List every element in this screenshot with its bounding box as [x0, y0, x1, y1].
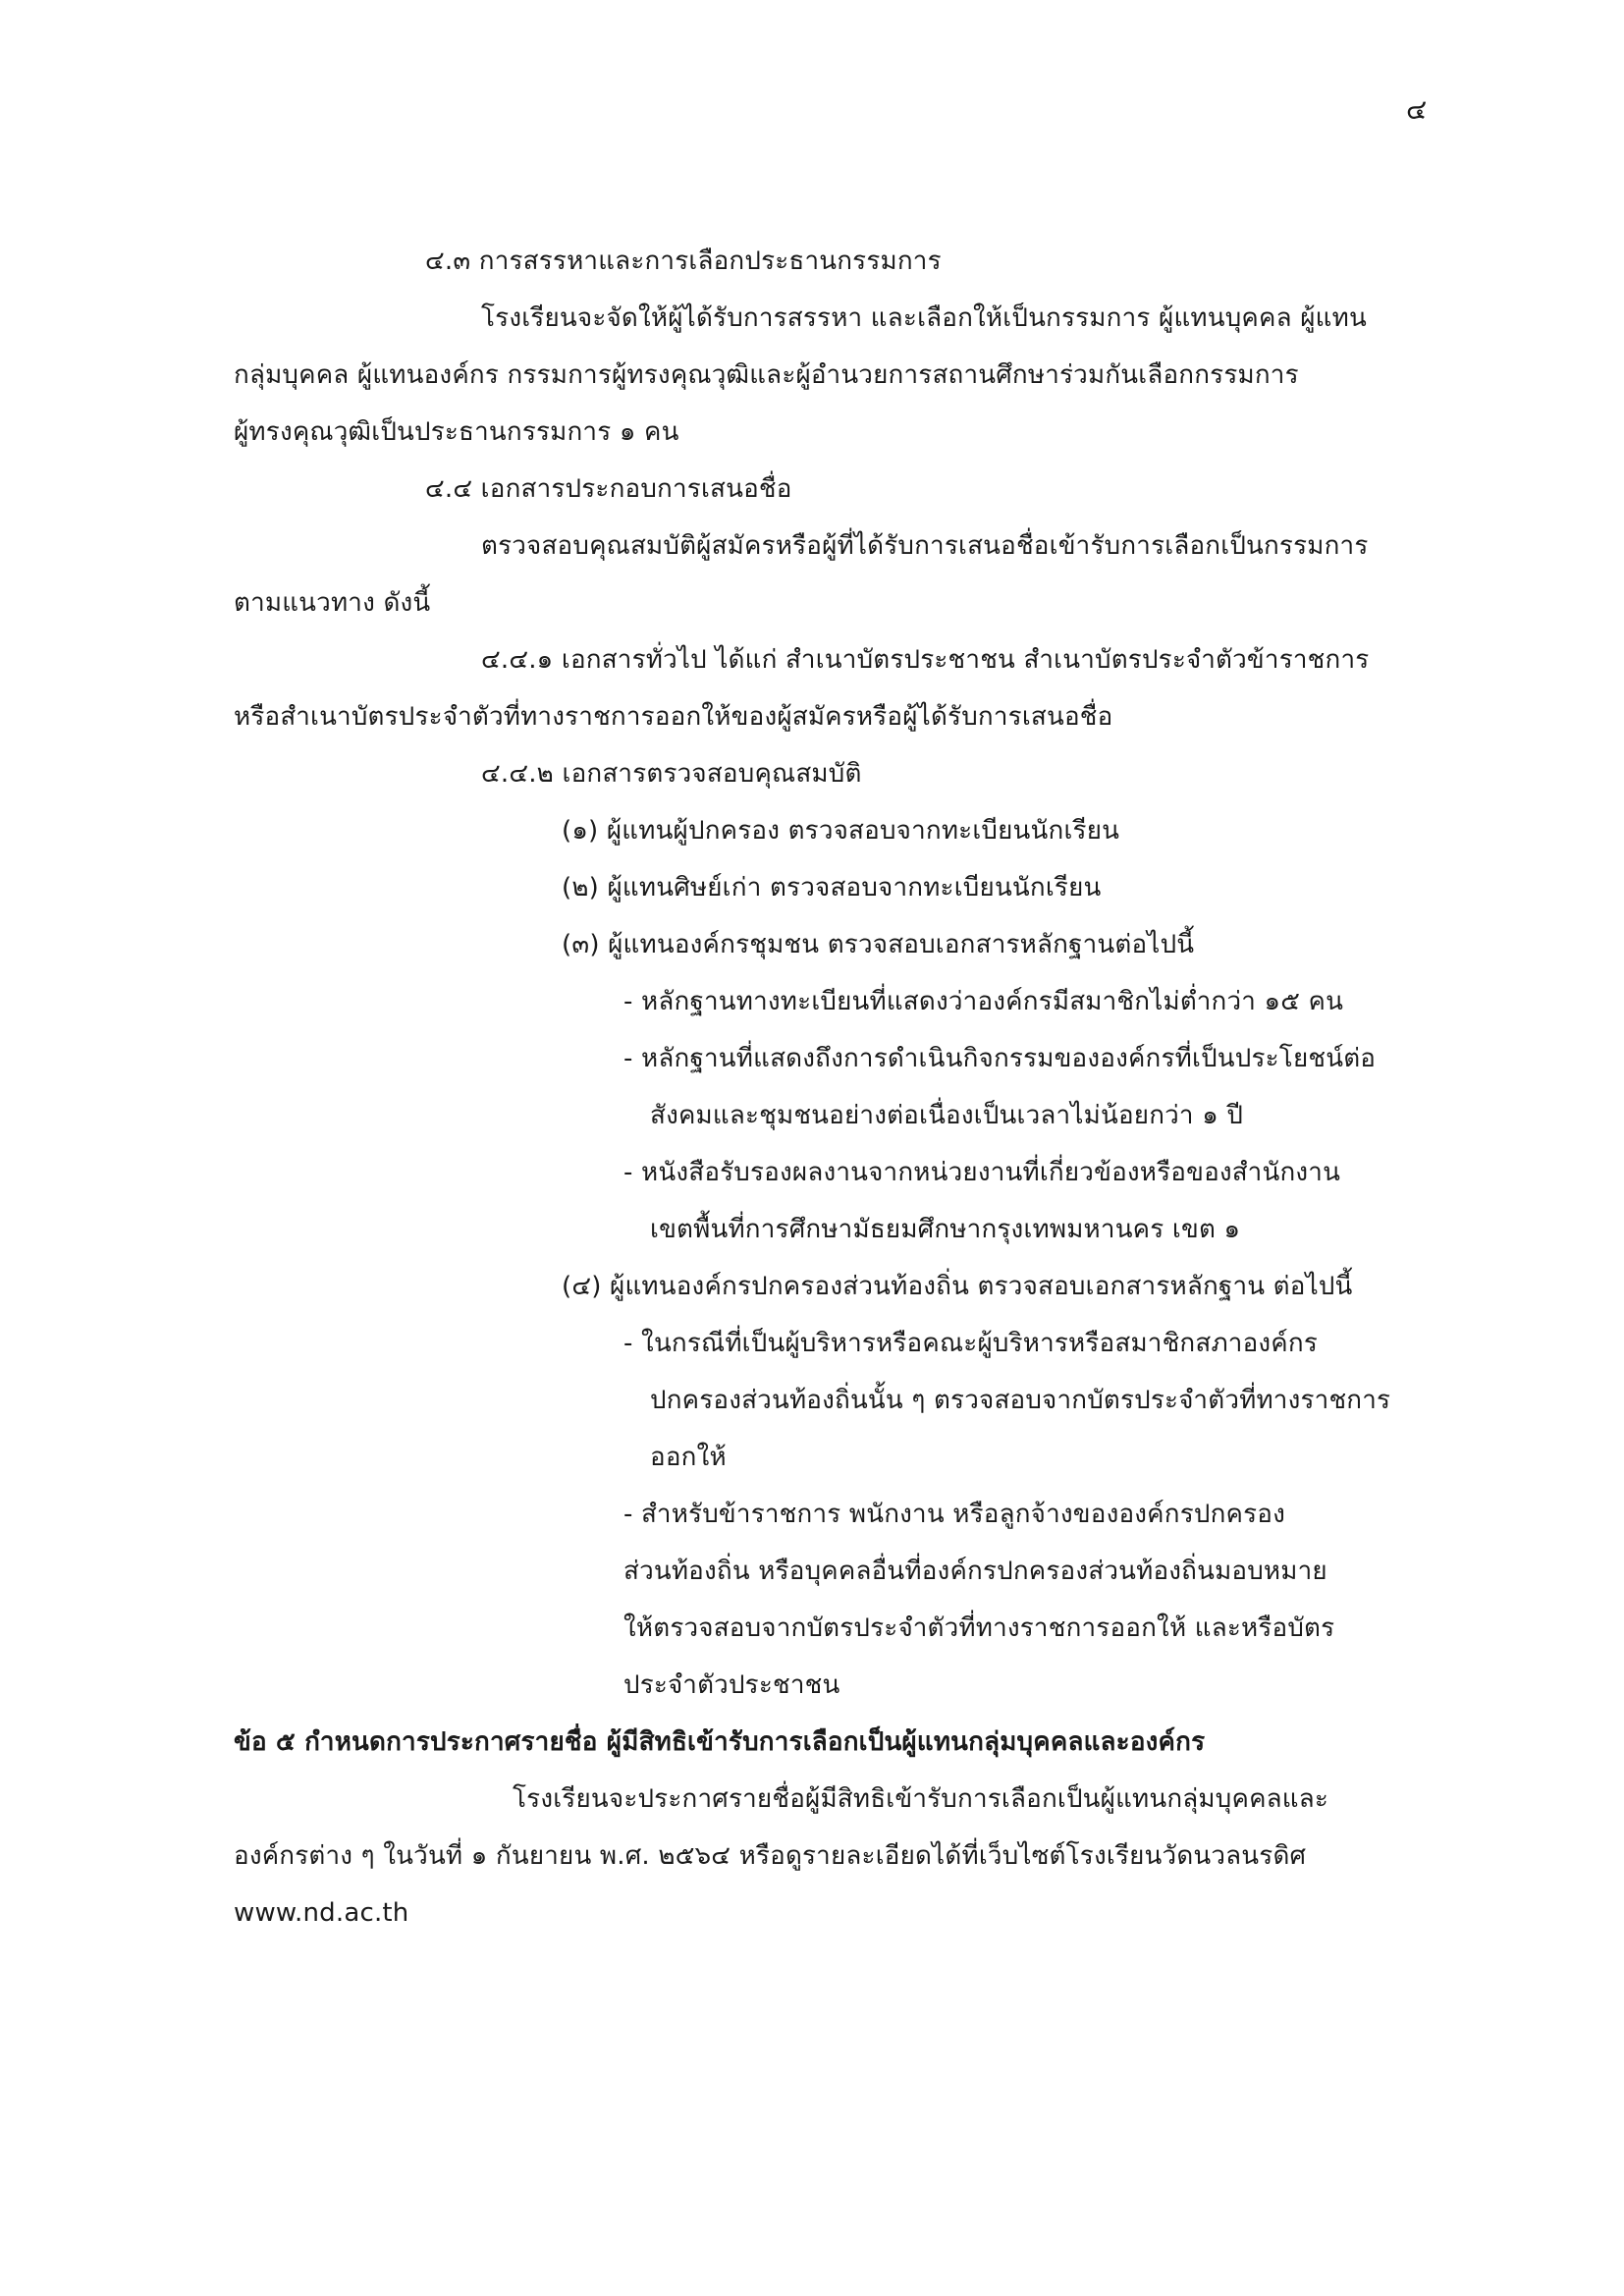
- section-4-3-line-3: ผู้ทรงคุณวุฒิเป็นประธานกรรมการ ๑ คน: [234, 417, 679, 447]
- item-4-bullet-2-line-3: ให้ตรวจสอบจากบัตรประจำตัวที่ทางราชการออกให้ และหรือบัตร: [623, 1613, 1335, 1643]
- item-4-bullet-1-line-3: ออกให้: [650, 1443, 727, 1472]
- item-4-bullet-1-line-1: - ในกรณีที่เป็นผู้บริหารหรือคณะผู้บริหารหรือสมาชิกสภาองค์กร: [623, 1329, 1318, 1358]
- item-3-bullet-3-line-2: เขตพื้นที่การศึกษามัธยมศึกษากรุงเทพมหานคร เขต ๑: [650, 1215, 1241, 1244]
- item-3-bullet-2-line-1: - หลักฐานที่แสดงถึงการดำเนินกิจกรรมขององค์กรที่เป็นประโยชน์ต่อ: [623, 1044, 1377, 1073]
- section-4-3-line-1: โรงเรียนจะจัดให้ผู้ได้รับการสรรหา และเลือกให้เป็นกรรมการ ผู้แทนบุคคล ผู้แทน: [481, 303, 1367, 333]
- website-url: www.nd.ac.th: [234, 1898, 409, 1928]
- section-5-line-2: องค์กรต่าง ๆ ในวันที่ ๑ กันยายน พ.ศ. ๒๕๖๔ หรือดูรายละเอียดได้ที่เว็บไซต์โรงเรียนวัดนวลนรดิศ: [234, 1841, 1307, 1871]
- section-5-line-1: โรงเรียนจะประกาศรายชื่อผู้มีสิทธิเข้ารับการเลือกเป็นผู้แทนกลุ่มบุคคลและ: [513, 1784, 1329, 1814]
- item-2: (๒) ผู้แทนศิษย์เก่า ตรวจสอบจากทะเบียนนักเรียน: [562, 873, 1102, 902]
- sub-4-4-1-line-2: หรือสำเนาบัตรประจำตัวที่ทางราชการออกให้ของผู้สมัครหรือผู้ได้รับการเสนอชื่อ: [234, 702, 1113, 732]
- section-4-4-line-2: ตามแนวทาง ดังนี้: [234, 588, 431, 618]
- section-4-3-heading: ๔.๓ การสรรหาและการเลือกประธานกรรมการ: [425, 246, 942, 276]
- section-5-heading: ข้อ ๕ กำหนดการประกาศรายชื่อ ผู้มีสิทธิเข้ารับการเลือกเป็นผู้แทนกลุ่มบุคคลและองค์กร: [234, 1727, 1206, 1757]
- item-4-bullet-1-line-2: ปกครองส่วนท้องถิ่นนั้น ๆ ตรวจสอบจากบัตรประจำตัวที่ทางราชการ: [650, 1386, 1391, 1415]
- page-number: ๔: [1406, 93, 1428, 126]
- item-1: (๑) ผู้แทนผู้ปกครอง ตรวจสอบจากทะเบียนนักเรียน: [562, 816, 1120, 846]
- item-4-heading: (๔) ผู้แทนองค์กรปกครองส่วนท้องถิ่น ตรวจสอบเอกสารหลักฐาน ต่อไปนี้: [562, 1272, 1353, 1301]
- sub-4-4-2-heading: ๔.๔.๒ เอกสารตรวจสอบคุณสมบัติ: [481, 759, 862, 789]
- item-4-bullet-2-line-1: - สำหรับข้าราชการ พนักงาน หรือลูกจ้างขององค์กรปกครอง: [623, 1500, 1285, 1529]
- item-3-bullet-1: - หลักฐานทางทะเบียนที่แสดงว่าองค์กรมีสมาชิกไม่ต่ำกว่า ๑๕ คน: [623, 987, 1344, 1016]
- section-4-4-heading: ๔.๔ เอกสารประกอบการเสนอชื่อ: [425, 474, 792, 504]
- sub-4-4-1-line-1: ๔.๔.๑ เอกสารทั่วไป ได้แก่ สำเนาบัตรประชาชน สำเนาบัตรประจำตัวข้าราชการ: [481, 645, 1370, 675]
- item-3-heading: (๓) ผู้แทนองค์กรชุมชน ตรวจสอบเอกสารหลักฐานต่อไปนี้: [562, 930, 1195, 959]
- item-3-bullet-2-line-2: สังคมและชุมชนอย่างต่อเนื่องเป็นเวลาไม่น้อยกว่า ๑ ปี: [650, 1101, 1244, 1130]
- item-3-bullet-3-line-1: - หนังสือรับรองผลงานจากหน่วยงานที่เกี่ยวข้องหรือของสำนักงาน: [623, 1158, 1341, 1187]
- section-4-3-line-2: กลุ่มบุคคล ผู้แทนองค์กร กรรมการผู้ทรงคุณวุฒิและผู้อำนวยการสถานศึกษาร่วมกันเลือกกรรมการ: [234, 360, 1299, 390]
- section-4-4-line-1: ตรวจสอบคุณสมบัติผู้สมัครหรือผู้ที่ได้รับการเสนอชื่อเข้ารับการเลือกเป็นกรรมการ: [481, 531, 1369, 561]
- item-4-bullet-2-line-4: ประจำตัวประชาชน: [623, 1670, 840, 1700]
- item-4-bullet-2-line-2: ส่วนท้องถิ่น หรือบุคคลอื่นที่องค์กรปกครองส่วนท้องถิ่นมอบหมาย: [623, 1557, 1327, 1586]
